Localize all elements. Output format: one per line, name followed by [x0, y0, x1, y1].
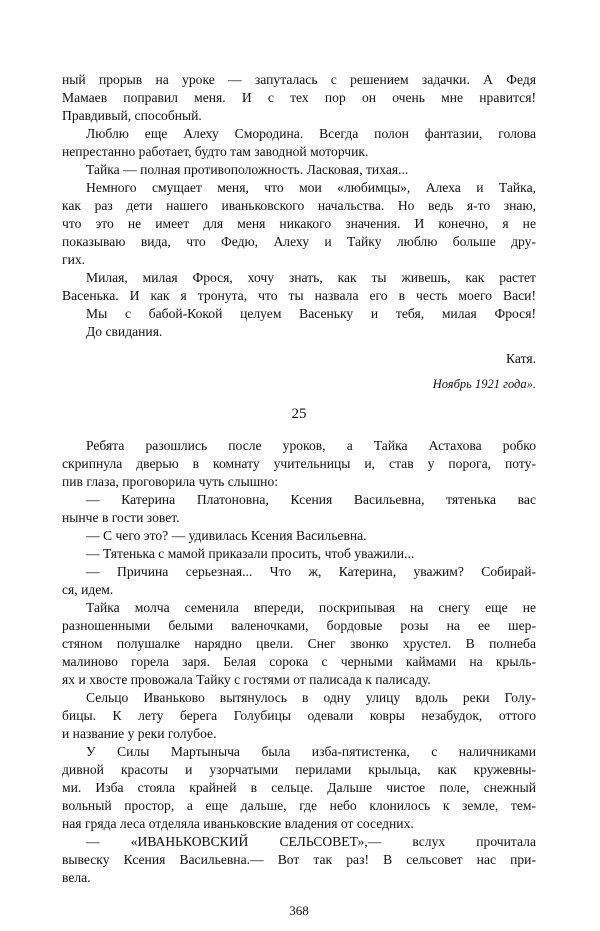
chapter-number: 25	[291, 406, 307, 422]
text-line: непрестанно работает, будто там заводной моторчик.	[62, 144, 369, 159]
text-line: — С чего это? — удивилась Ксения Васильевна.	[86, 528, 367, 543]
text-line: бицы. К лету берега Голубицы одевали ковры незабудок, оттого	[62, 708, 536, 723]
text-line: Сельцо Иваньково вытянулось в одну улицу вдоль реки Голу-	[86, 690, 536, 705]
text-line: ная гряда леса отделяла иваньковские владения от соседних.	[62, 816, 414, 831]
text-line: нынче в гости зовет.	[62, 510, 180, 525]
letter-signature: Катя.	[506, 351, 536, 366]
text-line: скрипнула дверью в комнату учительницы и, став у порога, поту-	[62, 456, 536, 471]
text-line: — «ИВАНЬКОВСКИЙ СЕЛЬСОВЕТ»,— вслух прочитала	[86, 834, 536, 849]
text-line: До свидания.	[86, 324, 163, 339]
text-line: — Катерина Платоновна, Ксения Васильевна, тятенька вас	[86, 492, 536, 507]
letter-date: Ноябрь 1921 года».	[432, 377, 536, 391]
text-line: ми. Изба стояла крайней в сельце. Дальше чистое поле, снежный	[62, 780, 536, 795]
text-line: и название у реки голубое.	[62, 726, 217, 741]
text-line: ный прорыв на уроке — запуталась с решением задачки. А Федя	[62, 72, 536, 87]
text-line: что это не имеет для меня никакого значения. И конечно, я не	[62, 216, 536, 231]
text-line: Милая, милая Фрося, хочу знать, как ты живешь, как растет	[86, 270, 536, 285]
text-line: ся, идем.	[62, 582, 114, 597]
text-line: стяном полушалке нарядно цвели. Снег звонко хрустел. В полнеба	[62, 636, 536, 651]
text-line: дивной красоты и узорчатыми перилами крыльца, как кружевны-	[62, 762, 536, 777]
text-line: разношенными белыми валеночками, бордовые розы на ее шер-	[62, 618, 536, 633]
text-line: — Причина серьезная... Что ж, Катерина, уважим? Собирай-	[86, 564, 536, 579]
text-line: Тайка — полная противоположность. Ласковая, тихая...	[86, 162, 409, 177]
text-line: — Тятенька с мамой приказали просить, чтоб уважили...	[86, 546, 415, 561]
text-line: Тайка молча семенила впереди, поскрипывая на снегу еще не	[86, 600, 536, 615]
text-line: Мы с бабой-Кокой целуем Васеньку и тебя, милая Фрося!	[86, 306, 536, 321]
text-line: малиново горела заря. Белая сорока с черными каймами на крыль-	[62, 654, 536, 669]
text-line: как раз дети нашего иваньковского начальства. Но ведь я-то знаю,	[62, 198, 536, 213]
text-line: вывеску Ксения Васильевна.— Вот так раз! В сельсовет нас при-	[62, 852, 536, 867]
text-line: Васенька. И как я тронута, что ты назвала его в честь моего Васи!	[62, 288, 536, 303]
text-line: Ребята разошлись после уроков, а Тайка Астахова робко	[86, 438, 536, 453]
text-line: Немного смущает меня, что мои «любимцы», Алеха и Тайка,	[86, 180, 536, 195]
text-line: Люблю еще Алеху Смородина. Всегда полон фантазии, голова	[86, 126, 536, 141]
text-line: ях и хвосте провожала Тайку с гостями от палисада к палисаду.	[62, 672, 431, 687]
text-line: Правдивый, способный.	[62, 108, 202, 123]
text-line: Мамаев поправил меня. И с тех пор он очень мне нравится!	[62, 90, 536, 105]
text-line: вела.	[62, 870, 91, 885]
text-line: пив глаза, проговорила чуть слышно:	[62, 474, 279, 489]
page-number: 368	[289, 903, 309, 918]
text-line: гих.	[62, 252, 86, 267]
text-line: У Силы Мартыныча была изба-пятистенка, с наличниками	[86, 744, 536, 759]
text-line: вольный простор, а еще дальше, где небо клонилось к земле, тем-	[62, 798, 536, 813]
text-line: показываю вида, что Федю, Алеху и Тайку люблю больше дру-	[62, 234, 536, 249]
